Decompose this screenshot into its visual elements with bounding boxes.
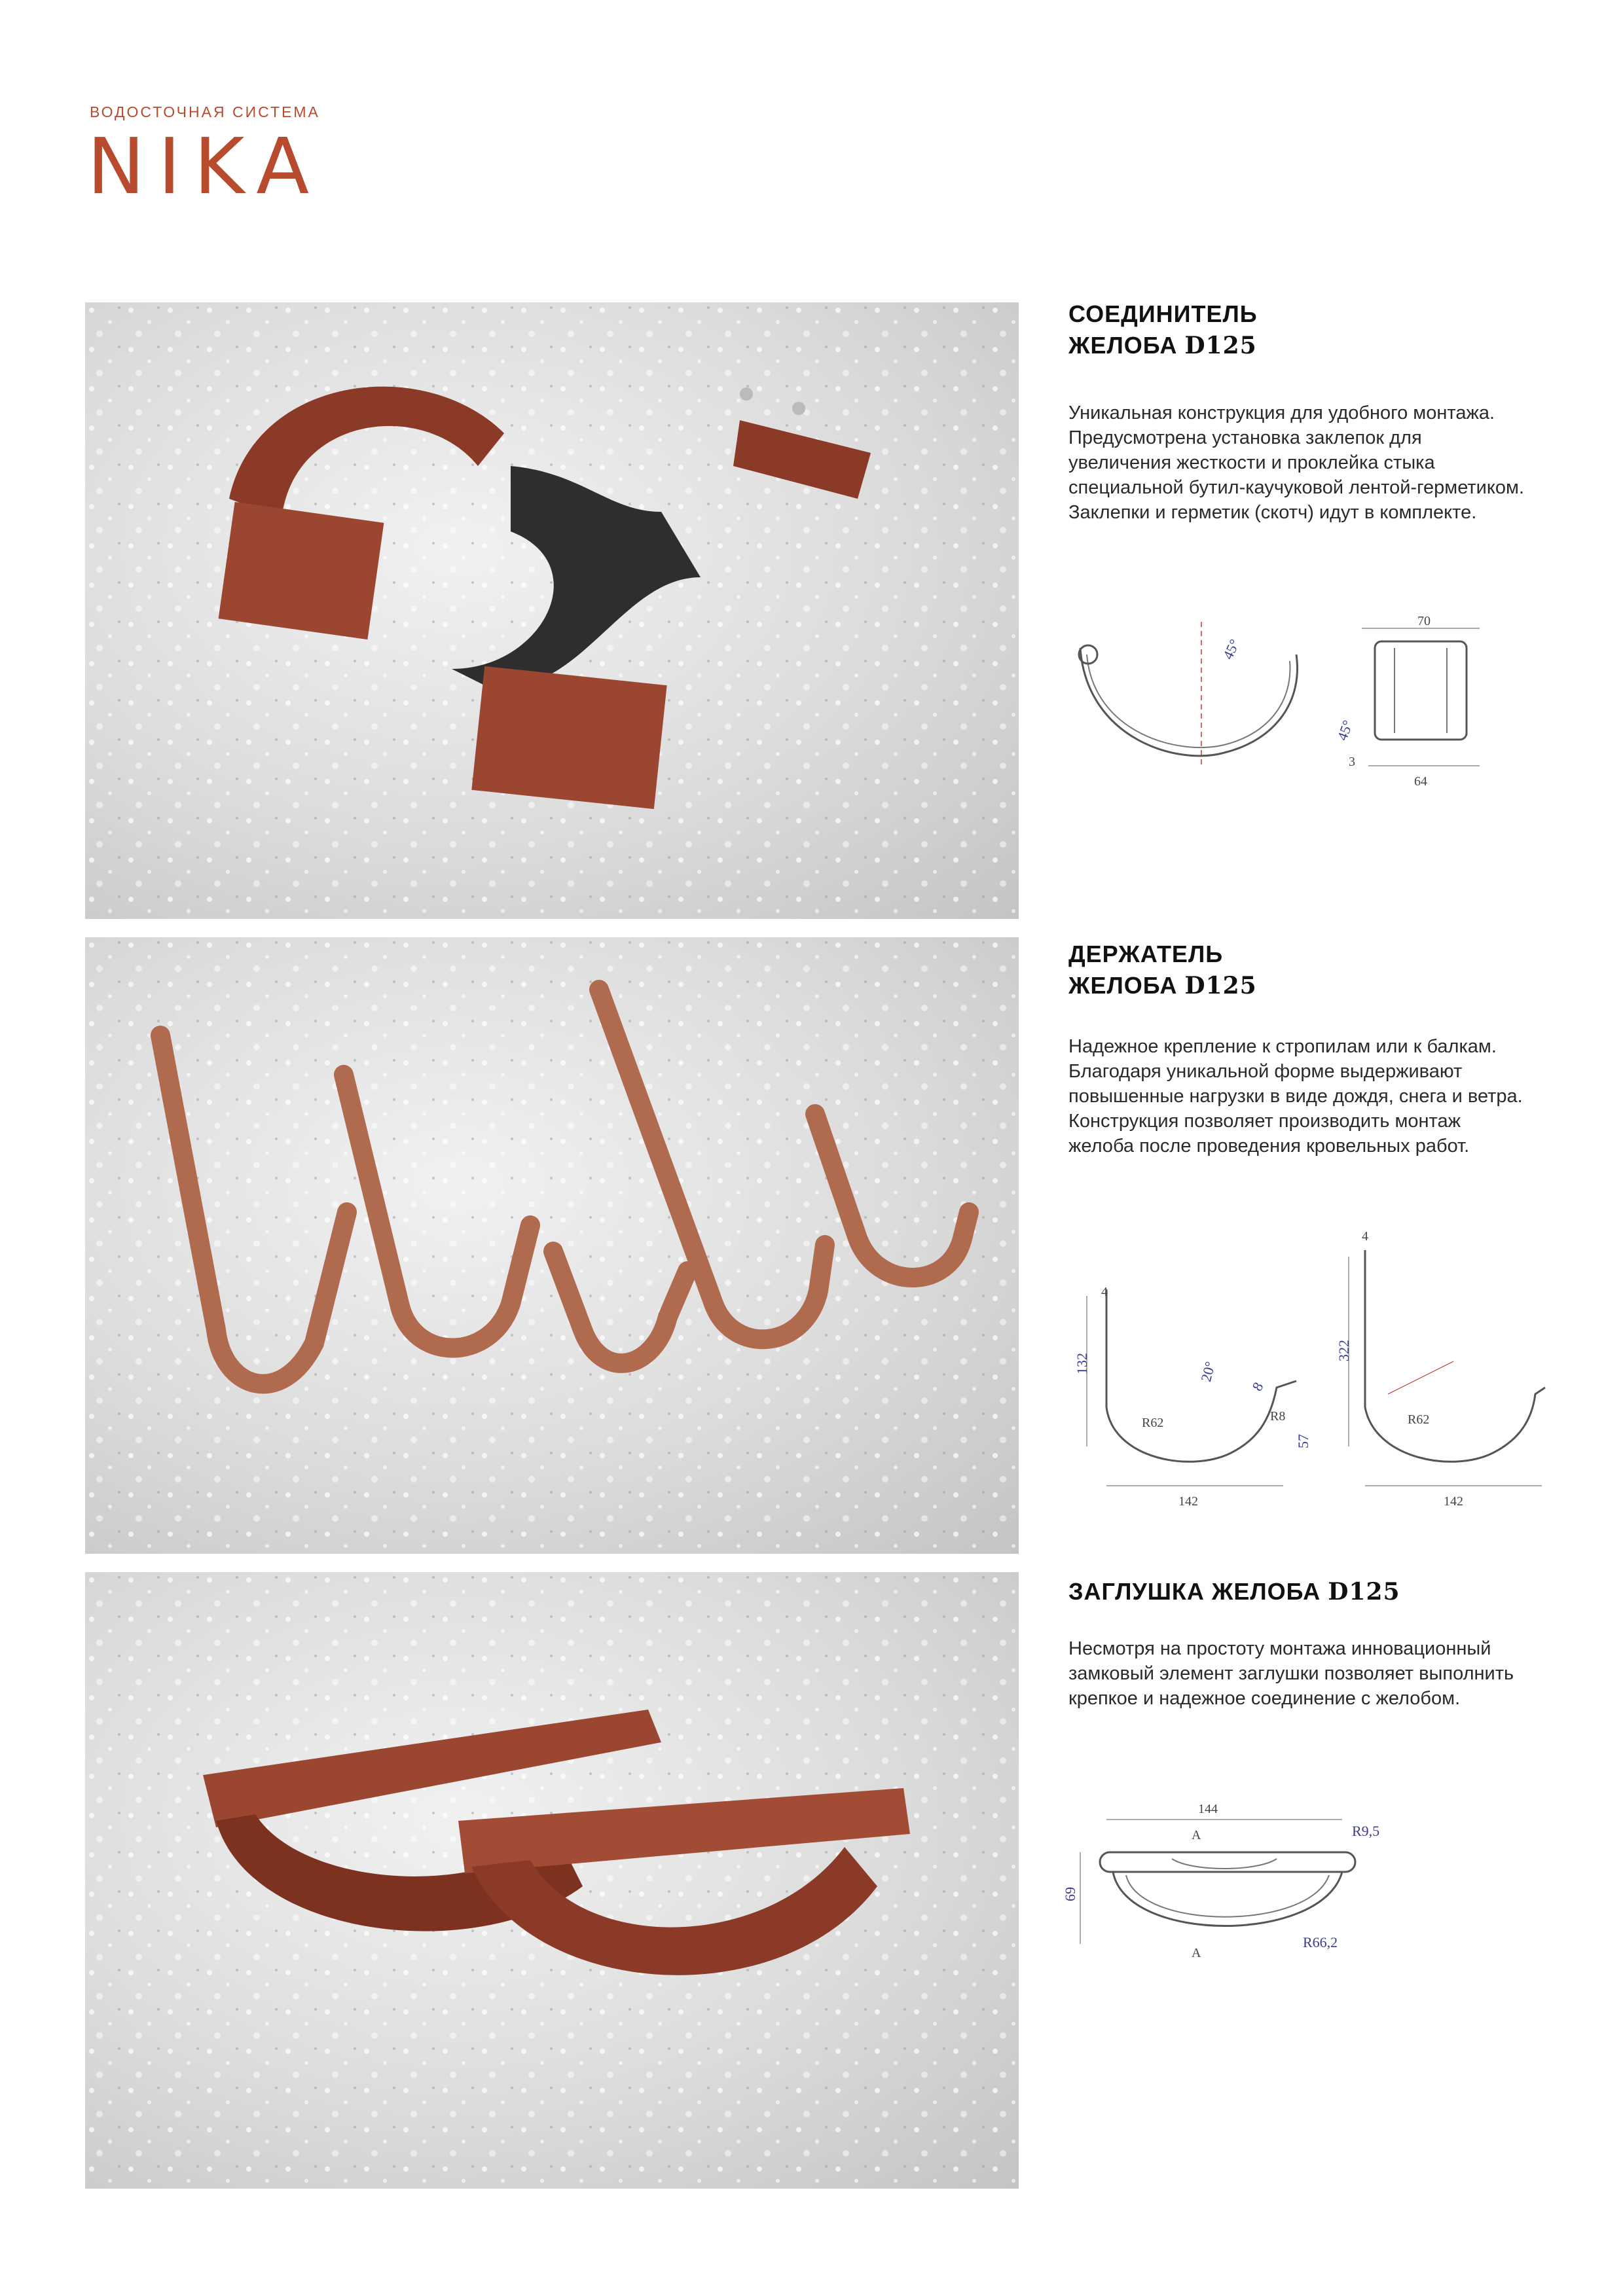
bracket-title (1068, 939, 1257, 1001)
brand-subtitle: ВОДОСТОЧНАЯ СИСТЕМА (90, 103, 320, 120)
connector-photo (85, 302, 1019, 919)
connector-title-line1: СОЕДИНИТЕЛЬ (1068, 300, 1258, 327)
bracket-width-a: 142 (1178, 1494, 1198, 1509)
connector-title (1068, 298, 1258, 361)
endcap-r-bottom: R66,2 (1303, 1934, 1338, 1950)
bracket-title-d: D125 (1184, 972, 1257, 999)
endcap-r-top: R9,5 (1352, 1823, 1380, 1839)
endcap-width: 144 (1198, 1802, 1218, 1816)
bracket-title-line2: ЖЕЛОБА (1068, 972, 1178, 999)
bracket-photo (85, 937, 1019, 1554)
brand-logo: NIKA (87, 121, 323, 211)
bracket-width-b: 142 (1444, 1494, 1463, 1509)
endcap-height: 69 (1062, 1887, 1078, 1901)
connector-title-d: D125 (1184, 332, 1257, 359)
endcap-title (1068, 1576, 1400, 1607)
connector-angle-b: 45° (1334, 718, 1357, 743)
endcap-section-bottom: A (1192, 1946, 1201, 1960)
bracket-diagram (1061, 1224, 1558, 1525)
bracket-thick-b: 4 (1362, 1229, 1368, 1244)
connector-description: Уникальная конструкция для удобного монтажа. Предусмотрена установка заклепок для увеличения жесткости и проклейка стыка специальной бутил-каучуковой лентой-герметиком. Заклепки и герметик (скотч) идут в комплекте. (1068, 403, 1524, 523)
endcap-title-d: D125 (1328, 1578, 1400, 1605)
bracket-title-line1: ДЕРЖАТЕЛЬ (1068, 941, 1224, 967)
endcap-diagram (1061, 1793, 1401, 1990)
connector-diagram (1061, 609, 1532, 805)
bracket-radius-a: R62 (1142, 1416, 1164, 1430)
bracket-thick-a: 4 (1101, 1285, 1108, 1299)
endcap-photo (85, 1572, 1019, 2189)
bracket-description: Надежное крепление к стропилам или к балкам. Благодаря уникальной форме выдерживают повышенные нагрузки в виде дождя, снега и ветра. Конструкция позволяет производить монтаж желоба после проведения кровельных работ. (1068, 1036, 1523, 1157)
bracket-angle: 20° (1197, 1359, 1219, 1384)
connector-title-line2: ЖЕЛОБА (1068, 332, 1178, 359)
bracket-depth: 57 (1295, 1434, 1311, 1448)
endcap-title-line1: ЗАГЛУШКА ЖЕЛОБА (1068, 1578, 1321, 1605)
connector-width-bottom: 64 (1414, 774, 1427, 789)
bracket-height-a: 132 (1074, 1353, 1090, 1374)
bracket-radius-b: R62 (1408, 1412, 1430, 1427)
bracket-lip: 8 (1249, 1379, 1267, 1394)
connector-width-top: 70 (1417, 614, 1431, 628)
connector-angle-a: 45° (1219, 636, 1243, 662)
bracket-r-small: R8 (1270, 1409, 1286, 1424)
connector-offset: 3 (1349, 755, 1355, 769)
endcap-description: Несмотря на простоту монтажа инновационный замковый элемент заглушки позволяет выполнить крепкое и надежное соединение с желобом. (1068, 1638, 1514, 1709)
endcap-section-top: A (1192, 1828, 1201, 1842)
bracket-height-b: 322 (1336, 1340, 1352, 1361)
